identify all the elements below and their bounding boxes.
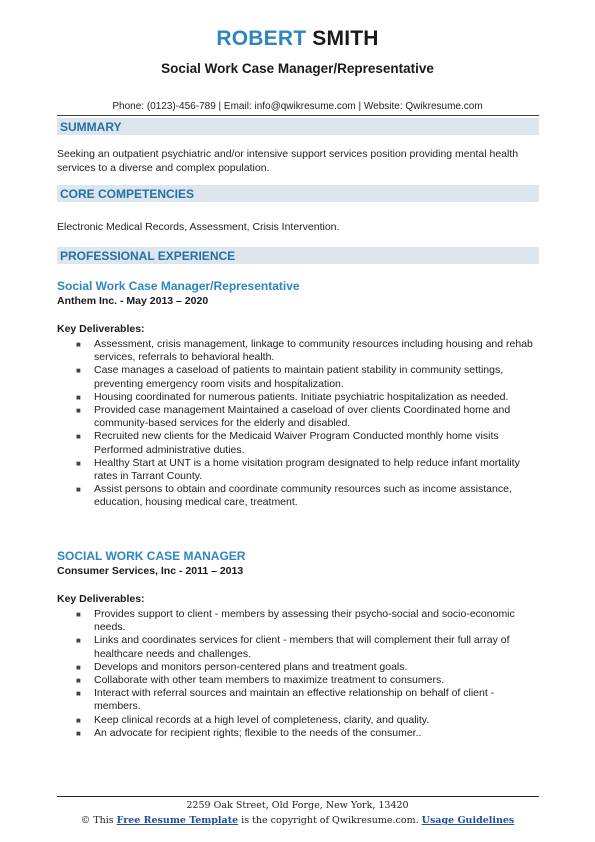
list-item: ■ Provides support to client - members by assessing their psycho-social and socio-economic needs.: [76, 608, 515, 634]
copyright-middle: is the copyright of Qwikresume.com.: [238, 815, 422, 826]
job-title: Social Work Case Manager/Representative: [57, 279, 300, 293]
list-item: ■ Collaborate with other team members to maximize treatment to consumers.: [76, 674, 445, 687]
bullet-icon: ■: [76, 636, 81, 646]
bullet-icon: ■: [76, 392, 81, 402]
footer-divider: [57, 796, 539, 797]
bullet-icon: ■: [76, 689, 81, 699]
last-name: SMITH: [312, 27, 379, 50]
job-2-bullet-list: [57, 608, 539, 740]
key-deliverables-label: Key Deliverables:: [57, 593, 145, 605]
bullet-icon: ■: [76, 485, 81, 495]
list-item: ■ Provided case management Maintained a caseload of over clients Coordinated home and community-based services for the elderly and disabled.: [76, 404, 511, 430]
list-item: ■ Assist persons to obtain and coordinate community resources such as income assistance, education, housing medical care, treatment.: [76, 483, 512, 509]
free-resume-template-link[interactable]: Free Resume Template: [116, 815, 239, 826]
bullet-icon: ■: [76, 340, 81, 349]
footer-copyright: [0, 815, 595, 826]
experience-heading: PROFESSIONAL EXPERIENCE: [60, 249, 236, 263]
job-1-bullet-list: [57, 338, 539, 510]
bullet-icon: ■: [76, 662, 81, 672]
experience-section-header: [57, 247, 539, 264]
bullet-icon: ■: [76, 715, 81, 725]
bullet-icon: ■: [76, 728, 81, 738]
summary-heading: SUMMARY: [60, 120, 122, 134]
usage-guidelines-link[interactable]: Usage Guidelines: [421, 815, 515, 826]
first-name: ROBERT: [216, 27, 307, 50]
key-deliverables-label: Key Deliverables:: [57, 323, 145, 335]
list-item: ■ Links and coordinates services for client - members that will complement their full array of healthcare needs and challenges.: [76, 634, 510, 660]
header-divider: [57, 115, 539, 116]
bullet-icon: ■: [76, 406, 81, 416]
competencies-heading: CORE COMPETENCIES: [60, 187, 195, 201]
job-title-heading: Social Work Case Manager/Representative: [161, 61, 434, 76]
list-item: ■ Interact with referral sources and maintain an effective relationship on behalf of client - members.: [76, 687, 495, 713]
bullet-icon: ■: [76, 610, 81, 619]
bullet-icon: ■: [76, 458, 81, 468]
bullet-icon: ■: [76, 432, 81, 442]
footer-address: 2259 Oak Street, Old Forge, New York, 13420: [186, 800, 409, 811]
bullet-icon: ■: [76, 366, 81, 376]
candidate-name: [0, 27, 595, 51]
list-item: ■ Recruited new clients for the Medicaid Waiver Program Conducted monthly home visits Performed administrative duties.: [76, 430, 499, 456]
competencies-section-header: [57, 185, 539, 202]
list-item: ■ Develops and monitors person-centered plans and treatment goals.: [76, 660, 408, 673]
job-company: Anthem Inc. - May 2013 – 2020: [57, 295, 209, 307]
list-item: ■ Healthy Start at UNT is a home visitation program designated to help reduce infant mortality rates in Tarrant County.: [76, 456, 520, 483]
list-item: ■ Keep clinical records at a high level of completeness, clarity, and quality.: [76, 713, 430, 726]
competencies-text: Electronic Medical Records, Assessment, Crisis Intervention.: [57, 221, 340, 233]
list-item: ■ Housing coordinated for numerous patients. Initiate psychiatric hospitalization as needed.: [76, 390, 509, 403]
list-item: ■ Case manages a caseload of patients to maintain patient stability in community settings, preventing emergency room visits and hospitalization.: [76, 364, 504, 390]
job-company: Consumer Services, Inc - 2011 – 2013: [57, 565, 244, 577]
bullet-icon: ■: [76, 676, 81, 686]
contact-line: Phone: (0123)-456-789 | Email: info@qwikresume.com | Website: Qwikresume.com: [112, 101, 483, 112]
summary-text: Seeking an outpatient psychiatric and/or intensive support services position providing mental health services to a diverse and complex population.: [57, 148, 519, 174]
job-title: SOCIAL WORK CASE MANAGER: [57, 549, 246, 563]
list-item: ■ An advocate for recipient rights; flexible to the needs of the consumer..: [76, 726, 422, 739]
list-item: ■ Assessment, crisis management, linkage to community resources including housing and rehab services, referrals to behavioral health.: [76, 338, 533, 364]
summary-section-header: [57, 118, 539, 135]
copyright-prefix: © This: [80, 815, 117, 826]
